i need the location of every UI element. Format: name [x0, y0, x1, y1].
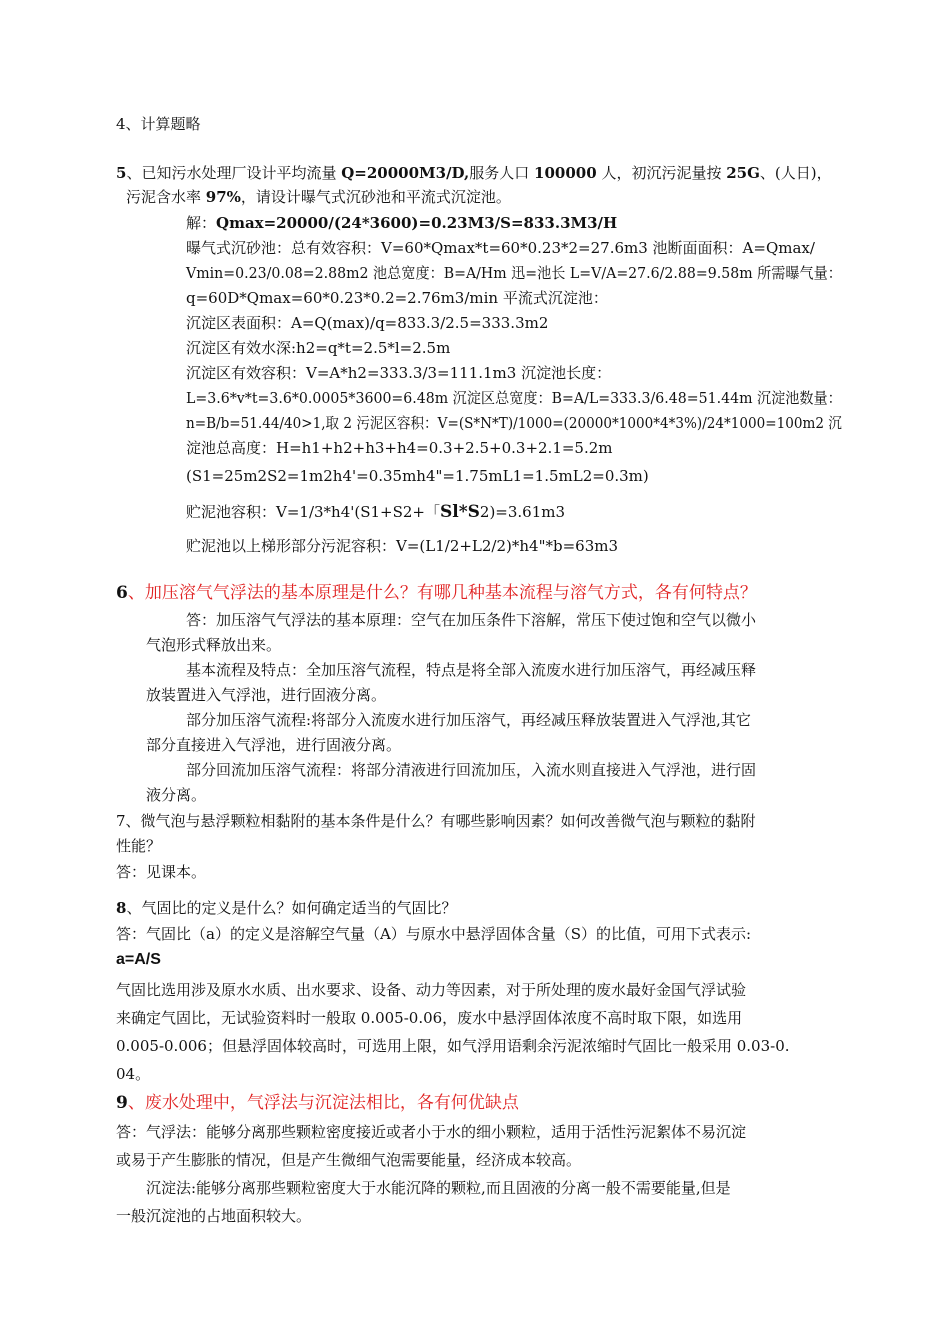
text-run: Sl*S: [440, 502, 480, 522]
question-5-line-2: [126, 187, 511, 207]
answer-line: 答：气浮法：能够分离那些颗粒密度接近或者小于水的细小颗粒，适用于活性污泥絮体不易沉淀: [116, 1123, 747, 1141]
text-run: 服务人口: [469, 164, 535, 182]
answer-line: 部分回流加压溶气流程：将部分清液进行回流加压，入流水则直接进入气浮池，进行固: [186, 761, 757, 779]
answer-line: 基本流程及特点：全加压溶气流程，特点是将全部入流废水进行加压溶气，再经减压释: [186, 661, 757, 679]
storage-volume-line: [186, 502, 565, 522]
question-7-answer: 答：见课本。: [116, 863, 207, 881]
question-number: 6: [116, 583, 128, 603]
text-run: 25G: [726, 164, 760, 182]
question-number: 5: [116, 164, 127, 182]
solution-line: 沉淀区表面积：A=Q(max)/q=833.3/2.5=333.3m2: [186, 314, 549, 332]
question-8-title: [116, 898, 456, 918]
solution-line: 沉淀区有效水深:h2=q*t=2.5*l=2.5m: [186, 339, 451, 357]
solution-line: L=3.6*v*t=3.6*0.0005*3600=6.48m 沉淀区总宽度：B=A/L=333.3/6.48=51.44m 沉淀池数量：: [186, 389, 842, 407]
answer-line: 部分直接进入气浮池，进行固液分离。: [146, 736, 402, 754]
answer-line: 答：气固比（a）的定义是溶解空气量（A）与原水中悬浮固体含量（S）的比值，可用下式表示:: [116, 925, 752, 943]
question-9-title: [116, 1093, 519, 1113]
text-run: 人，初沉污泥量按: [596, 164, 727, 182]
answer-line: 沉淀法:能够分离那些颗粒密度大于水能沉降的颗粒,而且固液的分离一般不需要能量,但是: [146, 1179, 731, 1197]
answer-line: 气泡形式释放出来。: [146, 636, 282, 654]
solution-line: 淀池总高度：H=h1+h2+h3+h4=0.3+2.5+0.3+2.1=5.2m: [186, 439, 613, 457]
question-6-title: [116, 583, 757, 603]
answer-line: 或易于产生膨胀的情况，但是产生微细气泡需要能量，经济成本较高。: [116, 1151, 582, 1169]
answer-line: 04。: [116, 1065, 151, 1083]
answer-line: 来确定气固比，无试验资料时一般取 0.005-0.06，废水中悬浮固体浓度不高时取下限，如选用: [116, 1009, 743, 1027]
solution-line: q=60D*Qmax=60*0.23*0.2=2.76m3/min 平流式沉淀池：: [186, 289, 608, 307]
answer-line: 放装置进入气浮池，进行固液分离。: [146, 686, 387, 704]
solution-line: n=B/b=51.44/40>1,取 2 污泥区容积：V=(S*N*T)/1000=(20000*1000*4*3%)/24*1000=100m2 沉: [186, 414, 842, 432]
solution-header: [186, 213, 617, 233]
text-run: Q=20000M3/D,: [341, 164, 470, 182]
question-number: 9: [116, 1093, 128, 1113]
question-text: 、废水处理中，气浮法与沉淀法相比，各有何优缺点: [127, 1093, 519, 1113]
gas-solid-ratio-formula: a=A/S: [116, 951, 161, 968]
trapezoid-volume-line: 贮泥池以上梯形部分污泥容积：V=(L1/2+L2/2)*h4"*b=63m3: [186, 537, 619, 555]
question-4: [116, 114, 201, 134]
text-run: 、已知污水处理厂设计平均流量: [126, 164, 342, 182]
text-run: 贮泥池容积：V=1/3*h4'(S1+S2+「: [186, 503, 440, 521]
text-run: 、(人日)，: [759, 164, 832, 182]
question-5-line-1: [116, 163, 832, 183]
question-text: 、加压溶气气浮法的基本原理是什么？有哪几种基本流程与溶气方式，各有何特点？: [127, 583, 757, 603]
solution-line: Vmin=0.23/0.08=2.88m2 池总宽度：B=A/Hm 迅=池长 L=V/A=27.6/2.88=9.58m 所需曝气量：: [186, 264, 842, 282]
question-number: 8: [116, 899, 127, 917]
text-run: 污泥含水率: [126, 188, 206, 206]
answer-line: 部分加压溶气流程:将部分入流废水进行加压溶气，再经减压释放装置进入气浮池,其它: [186, 711, 751, 729]
text-run: ，请设计曝气式沉砂池和平流式沉淀池。: [240, 188, 511, 206]
solution-line: 沉淀区有效容积：V=A*h2=333.3/3=111.1m3 沉淀池长度：: [186, 364, 612, 382]
answer-line: 答：加压溶气气浮法的基本原理：空气在加压条件下溶解，常压下使过饱和空气以微小: [186, 611, 757, 629]
question-number: 4: [116, 115, 126, 133]
solution-label: 解：: [186, 214, 217, 232]
text-run: 100000: [534, 164, 597, 182]
question-7-line-1: 7、微气泡与悬浮颗粒相黏附的基本条件是什么？有哪些影响因素？如何改善微气泡与颗粒的黏附: [116, 812, 756, 830]
text-run: 97%: [205, 188, 241, 206]
solution-line: (S1=25m2S2=1m2h4'=0.35mh4"=1.75mL1=1.5mL2=0.3m): [186, 467, 649, 485]
answer-line: 0.005-0.006；但悬浮固体较高时，可选用上限，如气浮用语剩余污泥浓缩时气固比一般采用 0.03-0.: [116, 1037, 790, 1055]
question-text: 、气固比的定义是什么？如何确定适当的气固比？: [126, 899, 457, 917]
solution-formula: Qmax=20000/(24*3600)=0.23M3/S=833.3M3/H: [216, 214, 618, 232]
answer-line: 液分离。: [146, 786, 207, 804]
question-7-line-2: 性能？: [116, 837, 162, 855]
solution-line: 曝气式沉砂池：总有效容积：V=60*Qmax*t=60*0.23*2=27.6m3 池断面面积：A=Qmax/: [186, 239, 815, 257]
question-text: 、计算题略: [125, 115, 201, 133]
text-run: 2)=3.61m3: [479, 503, 566, 521]
answer-line: 气固比选用涉及原水水质、出水要求、设备、动力等因素，对于所处理的废水最好金国气浮试验: [116, 981, 747, 999]
answer-line: 一般沉淀池的占地面积较大。: [116, 1207, 312, 1225]
